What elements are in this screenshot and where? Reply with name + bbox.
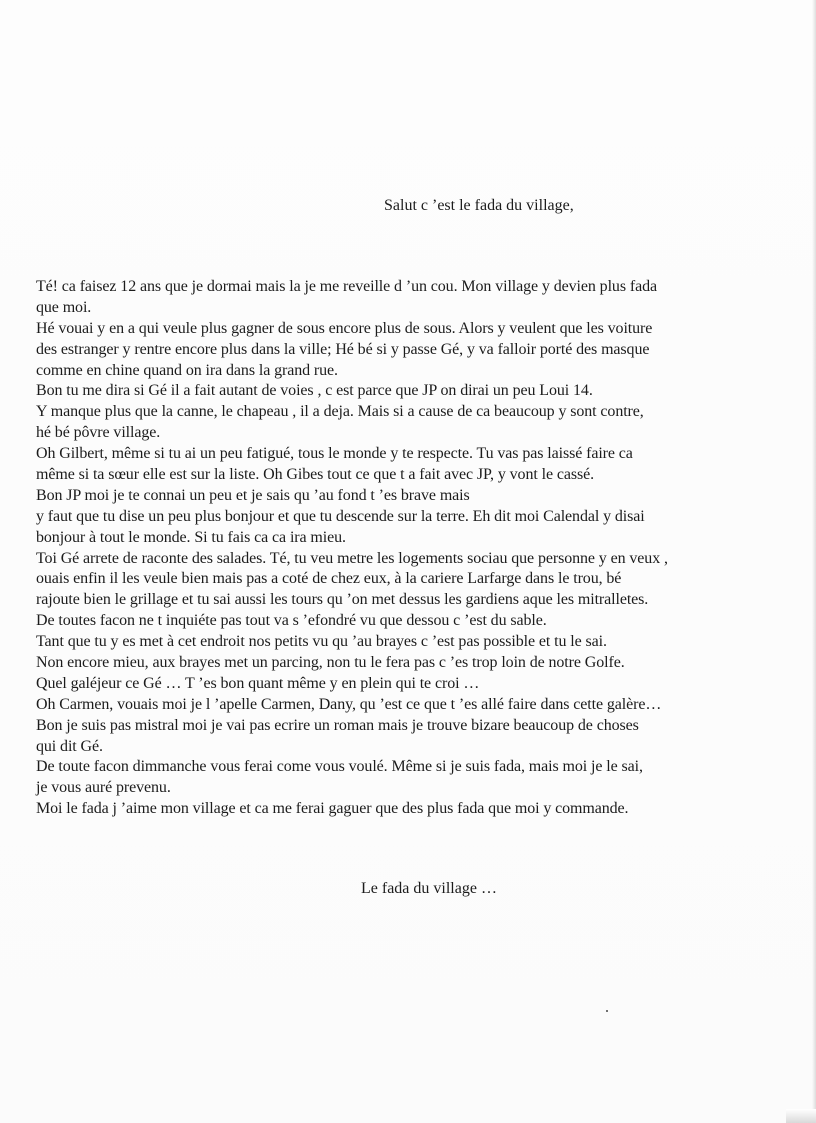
- letter-line: Oh Carmen, vouais moi je l ’apelle Carmen, Dany, qu ’est ce que t ’es allé faire dans cette galère…: [36, 695, 662, 713]
- letter-line: qui dit Gé.: [36, 737, 103, 755]
- letter-line: Quel galéjeur ce Gé … T ’es bon quant même y en plein qui te croi …: [36, 674, 480, 692]
- letter-greeting: Salut c ’est le fada du village,: [384, 197, 574, 214]
- letter-line: ouais enfin il les veule bien mais pas a coté de chez eux, à la cariere Larfarge dans le trou, bé: [36, 570, 622, 588]
- letter-line: hé bé pôvre village.: [36, 424, 161, 442]
- letter-body: [36, 277, 796, 820]
- letter-line: De toutes facon ne t inquiéte pas tout va s ’efondré vu que dessou c ’est du sable.: [36, 612, 547, 630]
- letter-line: Hé vouai y en a qui veule plus gagner de sous encore plus de sous. Alors y veulent que les voiture: [36, 319, 653, 337]
- letter-line: que moi.: [36, 298, 92, 316]
- letter-line: Tant que tu y es met à cet endroit nos petits vu qu ’au brayes c ’est pas possible et tu le sai.: [36, 633, 607, 651]
- letter-signature: Le fada du village …: [361, 880, 497, 897]
- letter-line: bonjour à tout le monde. Si tu fais ca ca ira mieu.: [36, 528, 346, 546]
- scan-page-corner: [786, 1109, 816, 1123]
- letter-line: même si ta sœur elle est sur la liste. Oh Gibes tout ce que t a fait avec JP, y vont le cassé.: [36, 466, 595, 484]
- letter-line: Bon tu me dira si Gé il a fait autant de voies , c est parce que JP on dirai un peu Loui 14.: [36, 382, 593, 400]
- scan-page-edge: [812, 0, 816, 1123]
- letter-line: Bon JP moi je te connai un peu et je sais qu ’au fond t ’es brave mais: [36, 486, 470, 504]
- letter-line: Té! ca faisez 12 ans que je dormai mais la je me reveille d ’un cou. Mon village y devien plus fada: [36, 278, 657, 295]
- letter-line: Bon je suis pas mistral moi je vai pas ecrire un roman mais je trouve bizare beaucoup de choses: [36, 716, 639, 734]
- letter-line: des estranger y rentre encore plus dans la ville; Hé bé si y passe Gé, y va falloir porté des masque: [36, 340, 650, 358]
- scan-speck: [606, 1010, 608, 1012]
- letter-line: Non encore mieu, aux brayes met un parcing, non tu le fera pas c ’es trop loin de notre Golfe.: [36, 654, 625, 672]
- letter-line: Moi le fada j ’aime mon village et ca me ferai gaguer que des plus fada que moi y commande.: [36, 800, 629, 818]
- letter-line: De toute facon dimmanche vous ferai come vous voulé. Même si je suis fada, mais moi je le sai,: [36, 758, 643, 776]
- letter-line: comme en chine quand on ira dans la grand rue.: [36, 361, 338, 379]
- letter-line: Y manque plus que la canne, le chapeau , il a deja. Mais si a cause de ca beaucoup y sont contre,: [36, 403, 644, 421]
- letter-line: rajoute bien le grillage et tu sai aussi les tours qu ’on met dessus les gardiens aque les mitralletes.: [36, 591, 649, 609]
- letter-line: Toi Gé arrete de raconte des salades. Té, tu veu metre les logements sociau que personne y en veux ,: [36, 549, 668, 567]
- letter-line: je vous auré prevenu.: [36, 779, 171, 797]
- letter-line: y faut que tu dise un peu plus bonjour et que tu descende sur la terre. Eh dit moi Calendal y disai: [36, 507, 645, 525]
- letter-line: Oh Gilbert, même si tu ai un peu fatigué, tous le monde y te respecte. Tu vas pas laissé faire ca: [36, 445, 633, 463]
